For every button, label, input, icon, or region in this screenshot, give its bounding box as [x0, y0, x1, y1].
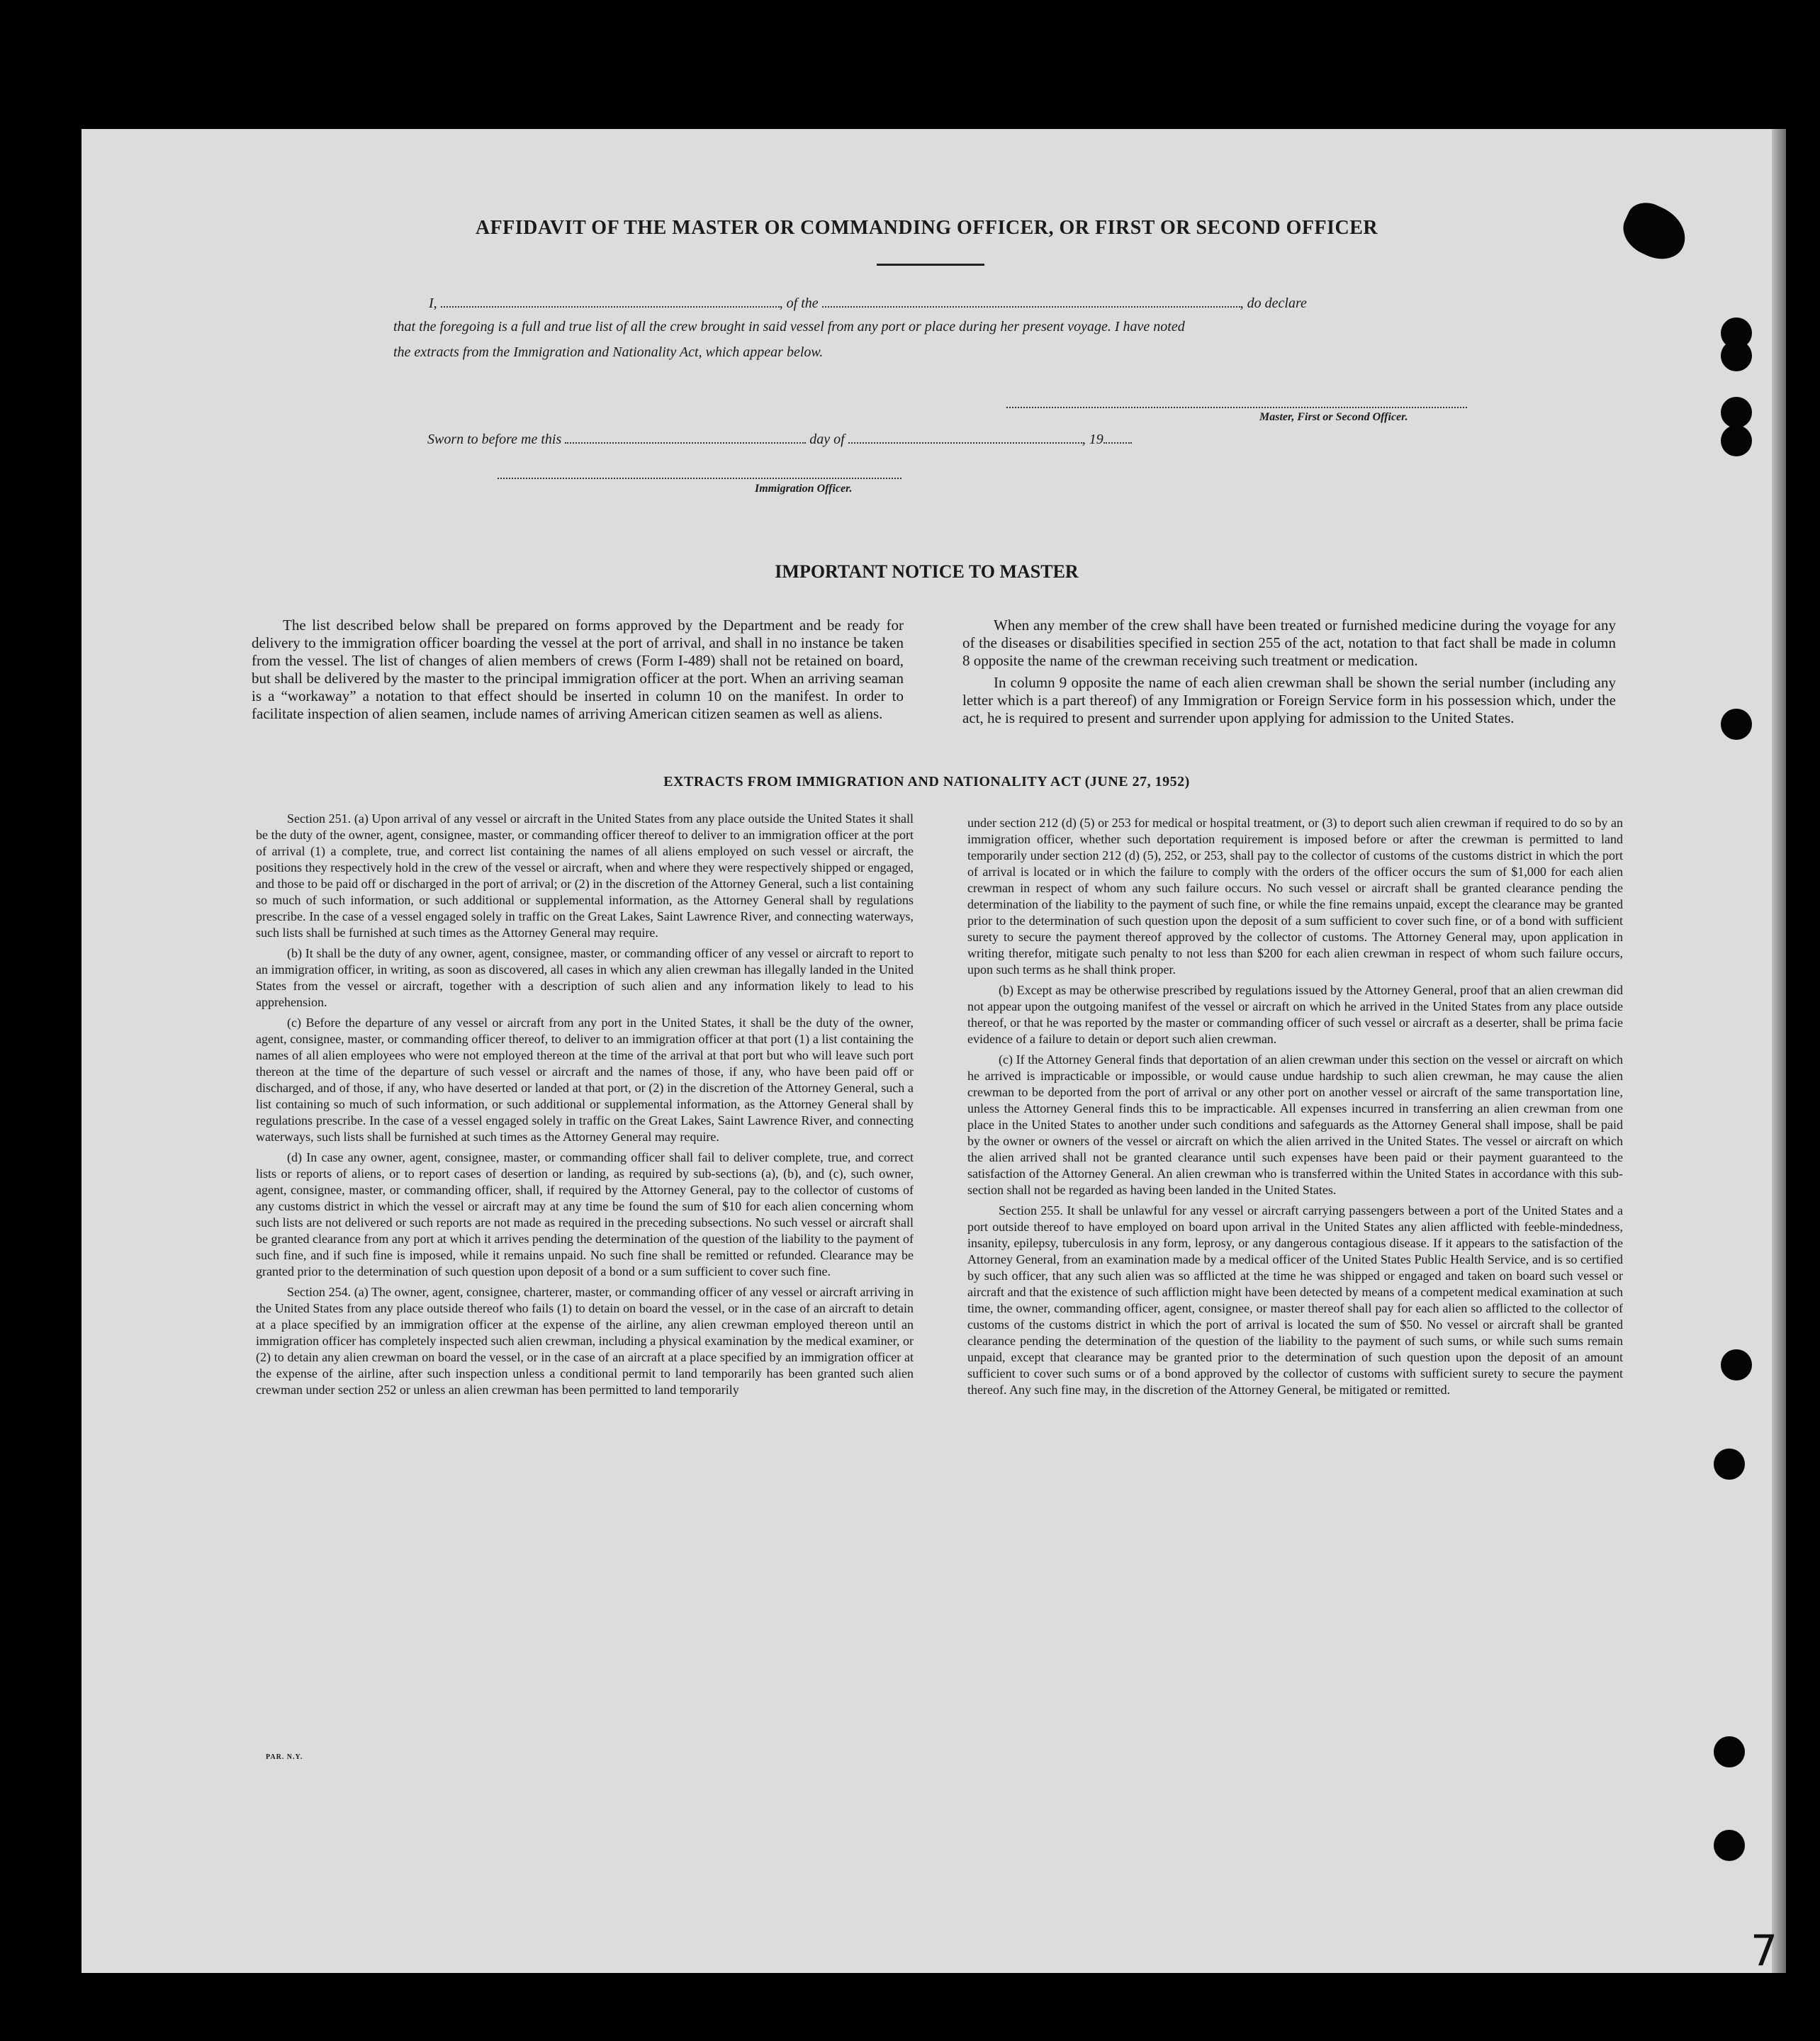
declarant-name-field[interactable]	[441, 293, 780, 308]
notice-paragraph: The list described below shall be prepared on forms approved by the Department and be ready for delivery to the immigration officer boarding the vessel at the port of arrival, and shall in no instance be taken from the vessel. The list of changes of alien members of crews (Form I-489) shall not be retained on board, but shall be delivered by the master to the principal immigration officer at the port. When an arriving seaman is a “workaway” a notation to that effect should be inserted in column 10 on the manifest. In order to facilitate inspection of alien seamen, include names of arriving American citizen seamen as well as aliens.	[252, 617, 904, 722]
year-label: , 19	[1082, 432, 1103, 447]
punch-hole-icon	[1721, 1349, 1752, 1381]
document-page	[82, 129, 1772, 1973]
punch-hole-icon	[1721, 397, 1752, 428]
handwritten-mark: 7	[1751, 1926, 1778, 1976]
sworn-month-field[interactable]	[848, 429, 1082, 444]
act-paragraph: (d) In case any owner, agent, consignee, master, or commanding officer shall fail to deliver complete, true, and correct lists or reports of aliens, or to report cases of desertion or landing, as required by sub-sections (a), (b), and (c), such owner, agent, consignee, master, or commanding officer, shall, if required by the Attorney General, pay to the collector of customs of any customs district in which the vessel or aircraft may at any time be found the sum of $10 for each alien concerning whom such lists are not delivered or such reports are not made as required in the preceding subsections. No such vessel or aircraft shall be granted clearance from any port at which it arrives pending the determination of the question of the liability to the payment of such fine, and if such fine is imposed, while it remains unpaid. No such fine shall be remitted or refunded. Clearance may be granted prior to the determination of such question upon deposit of a bond or a sum sufficient to cover such fine.	[256, 1150, 914, 1278]
master-signature-label: Master, First or Second Officer.	[1259, 411, 1408, 423]
act-paragraph: Section 254. (a) The owner, agent, consignee, charterer, master, or commanding officer of any vessel or aircraft arriving in the United States from any place outside thereof who fails (1) to detain on board the vessel, or in the case of an aircraft to detain at a place specified by an immigration officer at the expense of the airline, any alien crewman employed thereon until an immigration officer has completely inspected such alien crewman, including a physical examination by the medical examiner, or (2) to detain any alien crewman on board the vessel, or in the case of an aircraft at a place specified by an immigration officer at the expense of the airline, after such inspection unless a conditional permit to land temporarily has been granted such alien crewman under section 252 or unless an alien crewman has been permitted to land temporarily	[256, 1285, 914, 1397]
sworn-year-field[interactable]	[1103, 429, 1132, 444]
act-paragraph: Section 251. (a) Upon arrival of any vessel or aircraft in the United States from any place outside the United States it shall be the duty of the owner, agent, consignee, master, or commanding officer thereof to deliver to an immigration officer at the port of arrival (1) a complete, true, and correct list containing the names of all aliens employed on such vessel or aircraft, the positions they respectively hold in the crew of the vessel or aircraft, when and where they were respectively shipped or engaged, and those to be paid off or discharged in the port of arrival; or (2) in the discretion of the Attorney General, such a list containing so much of such information, or such additional or supplemental information, as the Attorney General shall by regulations prescribe. In the case of a vessel engaged solely in traffic on the Great Lakes, Saint Lawrence River, and connecting waterways, such lists shall be furnished at such times as the Attorney General may require.	[256, 811, 914, 940]
extracts-right-column	[967, 815, 1623, 1402]
declaration-line-2: that the foregoing is a full and true list of all the crew brought in said vessel from any port or place during her present voyage. I have noted	[393, 319, 1185, 334]
sworn-line	[427, 429, 1132, 448]
affidavit-title: AFFIDAVIT OF THE MASTER OR COMMANDING OFFICER, OR FIRST OR SECOND OFFICER	[475, 217, 1378, 239]
punch-hole-icon	[1714, 1449, 1745, 1480]
act-paragraph: Section 255. It shall be unlawful for any vessel or aircraft carrying passengers between a port of the United States and a port outside thereof to have employed on board upon arrival in the United States any alien afflicted with feeble-mindedness, insanity, epilepsy, tuberculosis in any form, leprosy, or any dangerous contagious disease. If it appears to the satisfaction of the Attorney General, from an examination made by a medical officer of the United States Public Health Service, and is so certified by such officer, that any such alien was so afflicted at the time he was shipped or engaged and taken on board such vessel or aircraft and that the existence of such affliction might have been detected by means of a competent medical examination at such time, the owner, commanding officer, agent, consignee, or master thereof shall pay for each alien so afflicted to the collector of customs of the customs district in which the port of arrival is located the sum of $50. No vessel or aircraft shall be granted clearance pending the determination of the question of the liability to the payment of such sums, or while such sums remain unpaid, except that clearance may be granted prior to the determination of such question upon the deposit of an amount sufficient to cover such sums or of a bond approved by the collector of customs with sufficient surety to secure the payment thereof. Any such fine may, in the discretion of the Attorney General, be mitigated or remitted.	[967, 1203, 1623, 1397]
punch-hole-icon	[1721, 425, 1752, 456]
title-rule	[877, 264, 984, 266]
notice-right-column	[962, 617, 1616, 731]
punch-hole-icon	[1714, 1830, 1745, 1861]
declare-label: , do declare	[1240, 296, 1307, 311]
act-paragraph: (c) Before the departure of any vessel or aircraft from any port in the United States, it shall be the duty of the owner, agent, consignee, master, or commanding officer thereof, to deliver to an immigration officer at that port (1) a list containing the names of all alien employees who were not employed thereon at the time of the arrival at that port but who will leave such port thereon at the time of the departure of such vessel or aircraft and the names of those, if any, who have been paid off or discharged, and of those, if any, who have deserted or landed at that port, or (2) in the discretion of the Attorney General, such a list containing so much of such information, or such additional or supplemental information, as the Attorney General shall by regulations prescribe. In the case of a vessel engaged solely in traffic on the Great Lakes, Saint Lawrence River, and connecting waterways, such lists shall be furnished at such times as the Attorney General may require.	[256, 1016, 914, 1144]
punch-hole-icon	[1714, 1736, 1745, 1767]
act-paragraph: (c) If the Attorney General finds that deportation of an alien crewman under this section on the vessel or aircraft on which he arrived is impracticable or impossible, or would cause undue hardship to such alien crewman, he may cause the alien crewman to be deported from the port of arrival or any other port on another vessel or aircraft of the same transportation line, unless the Attorney General finds this to be impracticable. All expenses incurred in transferring an alien crewman from one place in the United States to another under such conditions and safeguards as the Attorney General shall impose, shall be paid by the owner or owners of the vessel or aircraft on which the alien arrived in the United States. The vessel or aircraft on which the alien arrived shall not be granted clearance until such expenses have been paid or their payment guaranteed to the satisfaction of the Attorney General. An alien crewman who is transferred within the United States in accordance with this sub-section shall not be regarded as having been landed in the United States.	[967, 1052, 1623, 1197]
notice-paragraph: In column 9 opposite the name of each alien crewman shall be shown the serial number (including any letter which is a part thereof) of any Immigration or Foreign Service form in his possession which, under the act, he is required to present and surrender upon applying for admission to the United States.	[962, 674, 1616, 726]
extracts-title: EXTRACTS FROM IMMIGRATION AND NATIONALITY ACT (JUNE 27, 1952)	[663, 774, 1190, 789]
master-signature-line[interactable]	[1006, 407, 1467, 408]
vessel-label: , of the	[779, 296, 819, 311]
day-of-label: day of	[809, 432, 845, 447]
notice-paragraph: When any member of the crew shall have been treated or furnished medicine during the voyage for any of the diseases or disabilities specified in section 255 of the act, notation to that fact shall be made in column 8 opposite the name of the crewman receiving such treatment or medication.	[962, 617, 1616, 669]
punch-hole-icon	[1721, 709, 1752, 740]
declaration-line-1	[429, 293, 1307, 312]
extracts-left-column	[256, 811, 914, 1402]
declaration-line-3: the extracts from the Immigration and Nationality Act, which appear below.	[393, 344, 824, 360]
act-paragraph: under section 212 (d) (5) or 253 for medical or hospital treatment, or (3) to deport such alien crewman if required to do so by an immigration officer, whether such deportation requirement is imposed before or after the crewman is permitted to land temporarily under section 212 (d) (5), 252, or 253, shall pay to the collector of customs of the customs district in which the port of arrival is located or in which the failure to comply with the orders of the officer occurs the sum of $1,000 for each alien crewman in respect of whom any such failure occurs. No such vessel or aircraft shall be granted clearance pending the determination of the liability to the payment of such fine, or while the fine remains unpaid, except the clearance may be granted prior to the determination of such question upon the deposit of a sum sufficient to cover such fine, or of a bond with sufficient surety to secure the payment thereof approved by the collector of customs. The Attorney General may, upon application in writing therefor, mitigate such penalty to not less than $200 for each alien crewman in respect of whom such failure occurs, upon such terms as he shall think proper.	[967, 816, 1623, 977]
notice-title: IMPORTANT NOTICE TO MASTER	[775, 561, 1079, 582]
printer-mark: PAR. N.Y.	[266, 1753, 303, 1761]
vessel-name-field[interactable]	[822, 293, 1240, 308]
immigration-officer-signature-line[interactable]	[498, 478, 901, 479]
act-paragraph: (b) Except as may be otherwise prescribed by regulations issued by the Attorney General, proof that an alien crewman did not appear upon the outgoing manifest of the vessel or aircraft on which he arrived in the United States from any place outside thereof, or that he was reported by the master or commanding officer of such vessel or aircraft as a deserter, shall be prima facie evidence of a failure to detain or deport such alien crewman.	[967, 983, 1623, 1046]
binding-edge	[1772, 129, 1786, 1973]
act-paragraph: (b) It shall be the duty of any owner, agent, consignee, master, or commanding officer of any vessel or aircraft to report to an immigration officer, in writing, as soon as discovered, all cases in which any alien crewman has illegally landed in the United States from the vessel or aircraft, together with a description of such alien and any information likely to lead to his apprehension.	[256, 946, 914, 1009]
sworn-label: Sworn to before me this	[427, 432, 562, 447]
declarant-label: I,	[429, 296, 437, 311]
notice-left-column	[252, 617, 904, 727]
sworn-day-field[interactable]	[565, 429, 806, 444]
immigration-officer-label: Immigration Officer.	[755, 483, 853, 495]
punch-hole-icon	[1721, 340, 1752, 371]
